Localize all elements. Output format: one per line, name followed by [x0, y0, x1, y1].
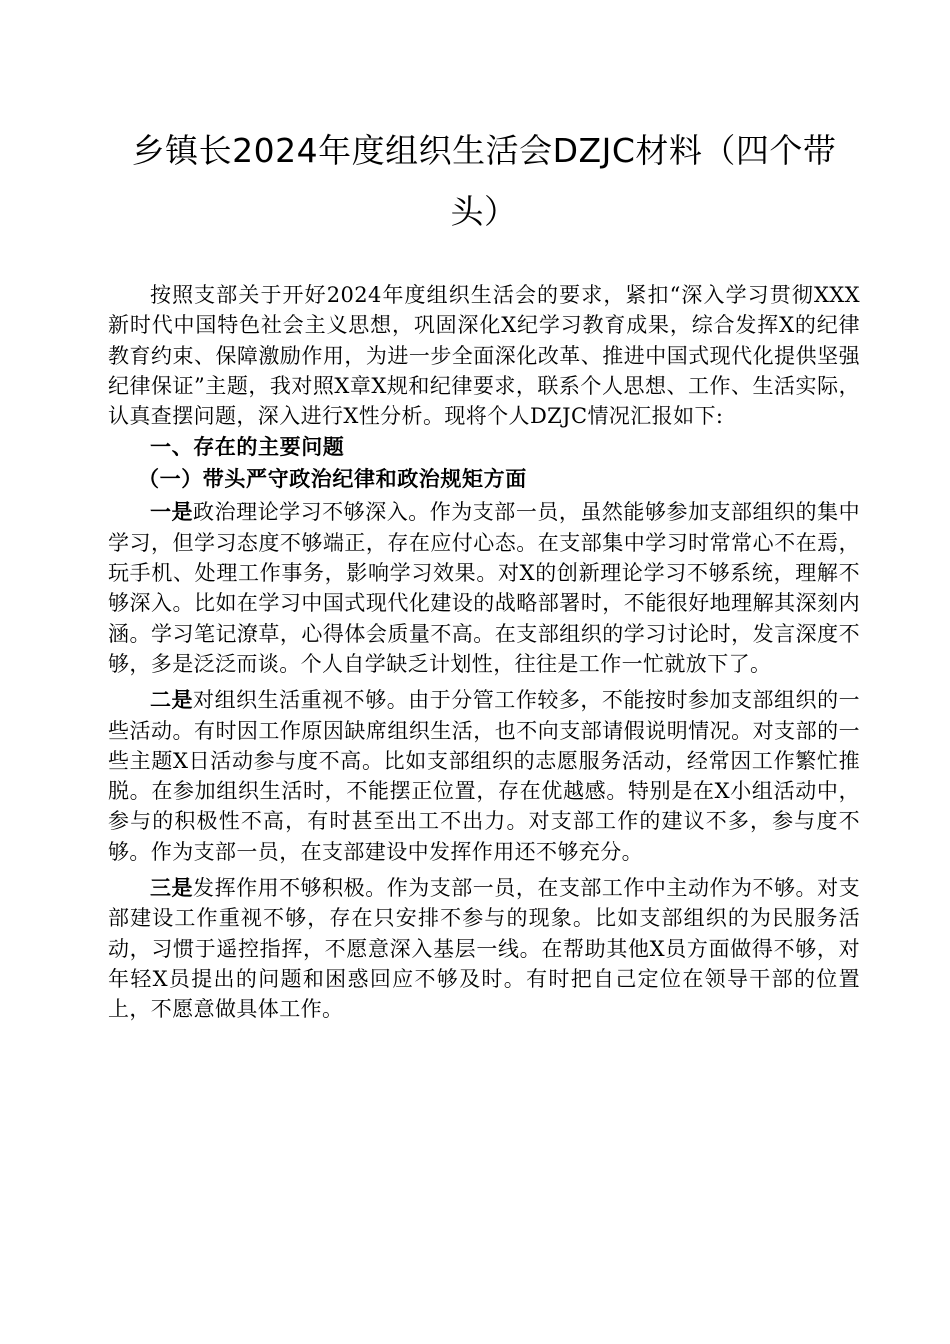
problem-item-2 [108, 685, 860, 867]
problem-item-1 [108, 497, 860, 679]
intro-paragraph: 按照支部关于开好2024年度组织生活会的要求，紧扣“深入学习贯彻XXX新时代中国特色社会主义思想，巩固深化X纪学习教育成果，综合发挥X的纪律教育约束、保障激励作用，为进一步全面深化改革、推进中国式现代化提供坚强纪律保证”主题，我对照X章X规和纪律要求，联系个人思想、工作、生活实际，认真查摆问题，深入进行X性分析。现将个人DZJC情况汇报如下: [108, 283, 860, 429]
item-lead: 一是 [150, 499, 194, 525]
item-text: 政治理论学习不够深入。作为支部一员，虽然能够参加支部组织的集中学习，但学习态度不够端正，存在应付心态。在支部集中学习时常常心不在焉，玩手机、处理工作事务，影响学习效果。对X的创新理论学习不够系统，理解不够深入。比如在学习中国式现代化建设的战略部署时，不能很好地理解其深刻内涵。学习笔记潦草，心得体会质量不高。在支部组织的学习讨论时，发言深度不够，多是泛泛而谈。个人自学缺乏计划性，往往是工作一忙就放下了。 [108, 500, 860, 676]
item-text: 对组织生活重视不够。由于分管工作较多，不能按时参加支部组织的一些活动。有时因工作原因缺席组织生活，也不向支部请假说明情况。对支部的一些主题X日活动参与度不高。比如支部组织的志愿服务活动，经常因工作繁忙推脱。在参加组织生活时，不能摆正位置，存在优越感。特别是在X小组活动中，参与的积极性不高，有时甚至出工不出力。对支部工作的建议不多，参与度不够。作为支部一员，在支部建设中发挥作用还不够充分。 [108, 688, 860, 864]
section-heading: 一、存在的主要问题 [150, 434, 345, 460]
subsection-heading: （一）带头严守政治纪律和政治规矩方面 [138, 466, 527, 492]
problem-item-3 [108, 873, 860, 1024]
item-lead: 二是 [150, 687, 194, 713]
item-text: 发挥作用不够积极。作为支部一员，在支部工作中主动作为不够。对支部建设工作重视不够，存在只安排不参与的现象。比如支部组织的为民服务活动，习惯于遥控指挥，不愿意深入基层一线。在帮助其他X员方面做得不够，对年轻X员提出的问题和困惑回应不够及时。有时把自己定位在领导干部的位置上，不愿意做具体工作。 [108, 876, 860, 1022]
item-lead: 三是 [150, 875, 194, 901]
document-body [108, 280, 860, 1025]
document-title: 乡镇长2024年度组织生活会DZJC材料（四个带头） [131, 131, 837, 231]
